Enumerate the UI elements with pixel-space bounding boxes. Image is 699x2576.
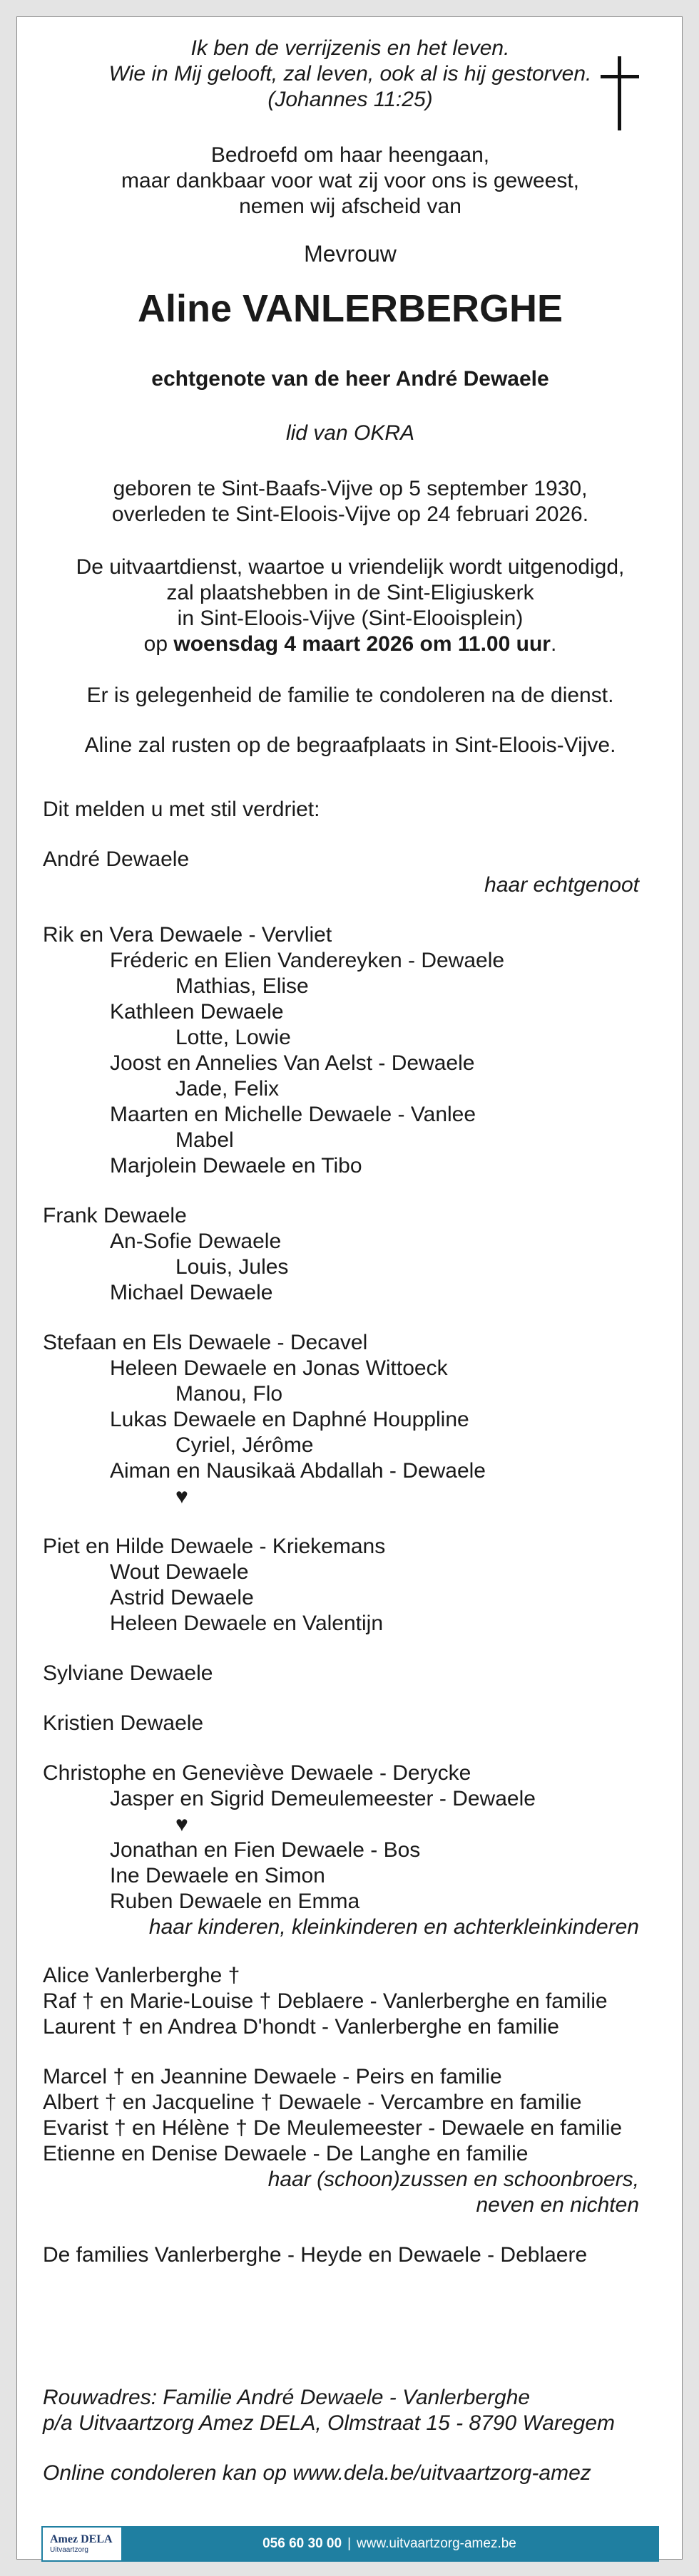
heart-icon: ♥: [175, 1485, 188, 1508]
death-line: overleden te Sint-Eloois-Vijve op 24 februari 2026.: [111, 503, 589, 526]
family-member: An-Sofie Dewaele: [110, 1230, 282, 1253]
family-member: Lukas Dewaele en Daphné Houppline: [110, 1408, 469, 1431]
burial-note: Aline zal rusten op de begraafplaats in Sint-Eloois-Vijve.: [84, 733, 616, 757]
intro-line: maar dankbaar voor wat zij voor ons is geweest,: [121, 169, 579, 192]
service-line: in Sint-Eloois-Vijve (Sint-Elooisplein): [177, 607, 524, 630]
relation-label: haar echtgenoot: [484, 873, 639, 897]
birth-line: geboren te Sint-Baafs-Vijve op 5 september 1930,: [113, 477, 588, 500]
quote-reference: (Johannes 11:25): [267, 88, 433, 111]
family-member: Astrid Dewaele: [110, 1586, 254, 1609]
family-member: Rik en Vera Dewaele - Vervliet: [43, 923, 332, 947]
quote-line: Ik ben de verrijzenis en het leven.: [190, 36, 510, 60]
heart-icon: ♥: [175, 1813, 188, 1836]
family-member: Aiman en Nausikaä Abdallah - Dewaele: [110, 1459, 486, 1483]
family-member: Mabel: [175, 1128, 234, 1152]
family-member: Marjolein Dewaele en Tibo: [110, 1154, 362, 1178]
family-member: Jonathan en Fien Dewaele - Bos: [110, 1838, 421, 1862]
family-member: Albert † en Jacqueline † Dewaele - Vercambre en familie: [43, 2091, 582, 2114]
family-member: Piet en Hilde Dewaele - Kriekemans: [43, 1535, 386, 1558]
family-member: Ine Dewaele en Simon: [110, 1864, 325, 1887]
family-member: André Dewaele: [43, 847, 190, 871]
intro-line: nemen wij afscheid van: [239, 195, 461, 218]
intro-line: Bedroefd om haar heengaan,: [210, 143, 490, 167]
family-member: Lotte, Lowie: [175, 1026, 291, 1049]
membership: lid van OKRA: [285, 421, 415, 445]
family-member: Etienne en Denise Dewaele - De Langhe en familie: [43, 2142, 529, 2165]
obituary-card: [16, 16, 683, 2560]
funeral-home-banner: [41, 2526, 659, 2562]
relation-label: haar (schoon)zussen en schoonbroers,: [267, 2168, 639, 2191]
family-member: Raf † en Marie-Louise † Deblaere - Vanlerberghe en familie: [43, 1989, 608, 2013]
family-member: Heleen Dewaele en Valentijn: [110, 1612, 384, 1635]
funeral-home-logo: Amez DELA Uitvaartzorg: [43, 2528, 121, 2560]
family-member: Mathias, Elise: [175, 974, 309, 998]
family-member: Heleen Dewaele en Jonas Wittoeck: [110, 1356, 448, 1380]
family-member: Cyriel, Jérôme: [175, 1433, 314, 1457]
family-member: Laurent † en Andrea D'hondt - Vanlerberghe en familie: [43, 2015, 559, 2039]
address-line: p/a Uitvaartzorg Amez DELA, Olmstraat 15 - 8790 Waregem: [43, 2411, 615, 2435]
family-member: Sylviane Dewaele: [43, 1661, 213, 1685]
service-date: op woensdag 4 maart 2026 om 11.00 uur.: [143, 632, 557, 656]
family-member: Louis, Jules: [175, 1255, 289, 1279]
family-member: Stefaan en Els Dewaele - Decavel: [43, 1331, 368, 1354]
family-member: De families Vanlerberghe - Heyde en Dewaele - Deblaere: [43, 2243, 588, 2267]
family-member: Wout Dewaele: [110, 1560, 249, 1584]
service-line: zal plaatshebben in de Sint-Eligiuskerk: [166, 581, 534, 604]
family-member: Manou, Flo: [175, 1382, 283, 1406]
family-member: Maarten en Michelle Dewaele - Vanlee: [110, 1103, 476, 1126]
contact-bar: 056 60 30 00 | www.uitvaartzorg-amez.be: [121, 2528, 658, 2560]
relation-label: neven en nichten: [476, 2193, 639, 2217]
phone-number[interactable]: 056 60 30 00: [262, 2536, 342, 2551]
family-member: Jade, Felix: [175, 1077, 280, 1101]
family-member: Jasper en Sigrid Demeulemeester - Dewaele: [110, 1787, 536, 1810]
spouse-line: echtgenote van de heer André Dewaele: [151, 367, 549, 391]
website-link[interactable]: www.uitvaartzorg-amez.be: [357, 2536, 516, 2551]
family-member: Christophe en Geneviève Dewaele - Derycke: [43, 1761, 471, 1785]
family-member: Marcel † en Jeannine Dewaele - Peirs en familie: [43, 2065, 502, 2088]
announce-line: Dit melden u met stil verdriet:: [43, 798, 320, 821]
salutation: Mevrouw: [304, 241, 397, 267]
relation-label: haar kinderen, kleinkinderen en achterkleinkinderen: [148, 1915, 639, 1939]
condolence-note: Er is gelegenheid de familie te condoleren na de dienst.: [86, 684, 614, 707]
family-member: Evarist † en Hélène † De Meulemeester - Dewaele en familie: [43, 2116, 623, 2140]
quote-line: Wie in Mij gelooft, zal leven, ook al is hij gestorven.: [108, 62, 592, 86]
online-condolence: Online condoleren kan op www.dela.be/uitvaartzorg-amez: [43, 2461, 591, 2485]
family-member: Frank Dewaele: [43, 1204, 187, 1227]
family-member: Ruben Dewaele en Emma: [110, 1890, 360, 1913]
family-member: Alice Vanlerberghe †: [43, 1964, 240, 1987]
address-line: Rouwadres: Familie André Dewaele - Vanlerberghe: [43, 2386, 531, 2409]
family-member: Joost en Annelies Van Aelst - Dewaele: [110, 1051, 475, 1075]
family-member: Michael Dewaele: [110, 1281, 273, 1304]
family-member: Kathleen Dewaele: [110, 1000, 284, 1024]
family-member: Fréderic en Elien Vandereyken - Dewaele: [110, 949, 505, 972]
family-member: Kristien Dewaele: [43, 1711, 204, 1735]
service-line: De uitvaartdienst, waartoe u vriendelijk wordt uitgenodigd,: [76, 555, 625, 579]
deceased-name: Aline VANLERBERGHE: [137, 287, 563, 330]
